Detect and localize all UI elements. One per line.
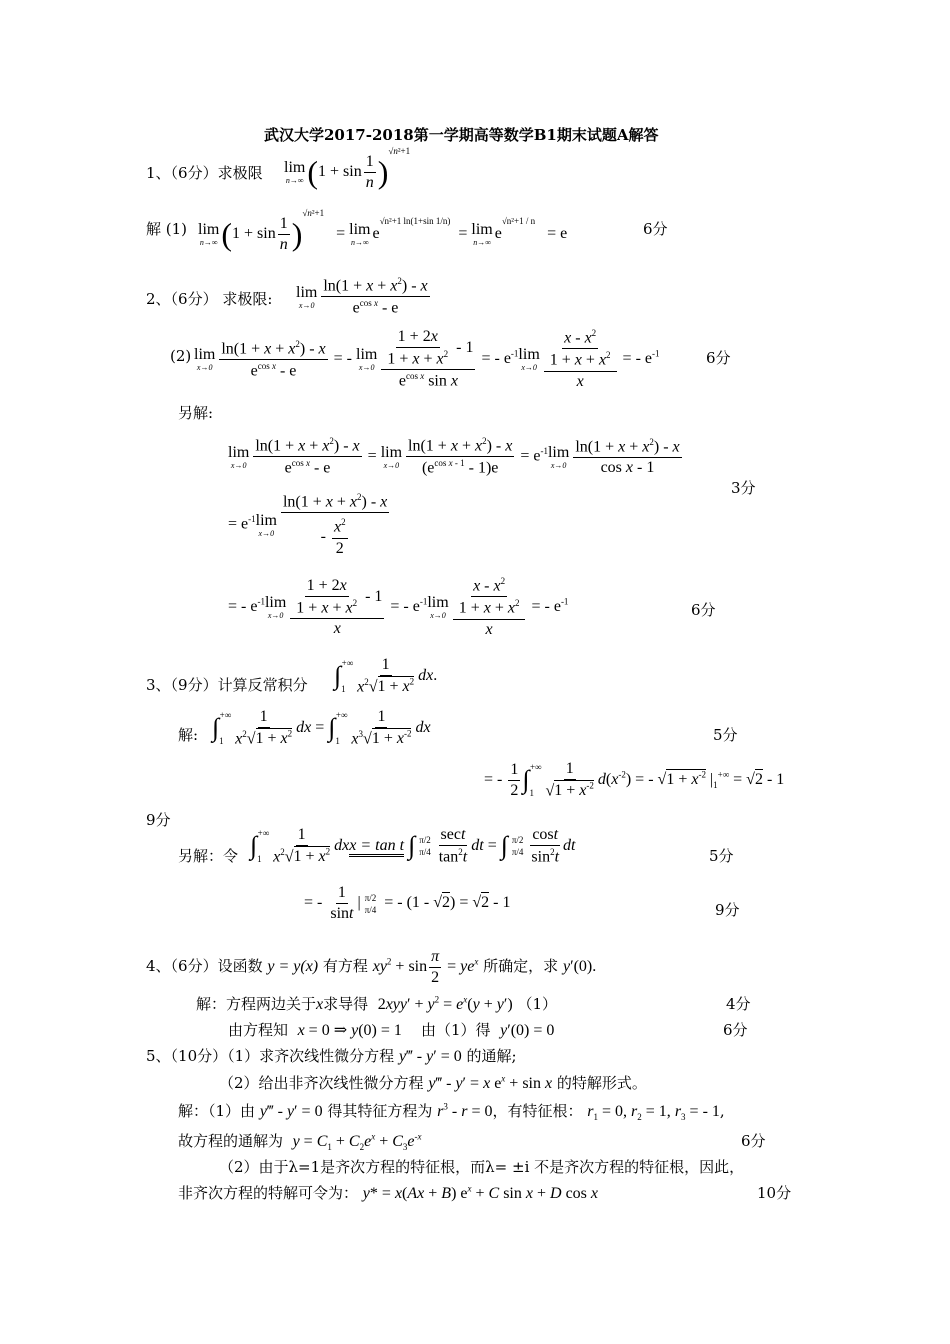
q4-line1-c: （1） xyxy=(517,995,558,1013)
q5-solution-line-1: 解：（1）由 y‴ - y′ = 0 得其特征方程为 $r^3 - r = 0$，有特征根： $r_1 = 0$, $r_2 = 1$, $r_3$ = - 1, xyxy=(178,1101,725,1123)
q5-sol1-b: 得其特征方程为 xyxy=(327,1102,433,1120)
q3-solution-label: 解: xyxy=(178,726,199,744)
q2-solution-label: (2) xyxy=(170,347,192,365)
q3-solution-line-2: = - $\frac{1}{2}$ $\int_1^{+\infty}$ $\frac{1}{√1 + x^{-2}}$ $d(x^{-2})$ = - $√1 + x^{-2}$ $|_1^{+\infty} = √2 - 1$ xyxy=(484,760,785,800)
q4-line1-a: 解：方程两边关于 xyxy=(196,995,317,1013)
q4-line1-b: 求导得 xyxy=(323,995,369,1013)
q5-solution-line-2: 故方程的通解为 $y = C_1 + C_2e^x + C_3e^{-x}$ xyxy=(178,1131,422,1153)
q5-part2-a: （2）给出非齐次线性微分方程 xyxy=(219,1074,424,1092)
q2-alt-line-1: lim x→0 $\frac{\ln(1 + x + x^2) - x}{e^{cos x} - e}$ = lim x→0 $\frac{\ln(1 + x + x^2) - x}{(e^{cos x - 1} - 1)e}$ = $e^{-1}$ lim x→0 $\frac{\ln(1 + x + x^2) - x}{\text{cos x - 1}}$ xyxy=(228,436,680,477)
q4-target: y′(0). xyxy=(562,958,597,976)
q1-expression: lim n→∞ (1 + sin $\frac{1}{n}$ )$^{√n^2+1}$ xyxy=(284,146,411,191)
q5-header-a: 5、（10分）（1）求齐次线性微分方程 xyxy=(146,1047,395,1065)
q2-alt-line-2: = $e^{-1}$ lim x→0 $\ln(1 + x + x^2) - x$ - $\frac{x^2}{2}$ xyxy=(228,492,388,557)
q5-sol4-a: 非齐次方程的特解可令为： xyxy=(178,1184,359,1202)
q4-header-c: 所确定，求 xyxy=(483,957,559,976)
q5-sol1-a: 解：（1）由 xyxy=(178,1102,256,1120)
q5-header-b: 的通解; xyxy=(466,1047,517,1065)
q1-solution-expression: lim n→∞ (1 + sin $\frac{1}{n}$ )$^{√n^2+1}$ = lim n→∞ $e^{√n^2+1 ln(1+sin 1/n)}$ = lim n→∞ $e^{√n^2+1 / n} = e$ xyxy=(198,208,568,253)
q1-solution-label: 解 (1) xyxy=(146,220,188,238)
q2-alt-line-3: = - $e^{-1}$ lim x→0 $\frac{1 + 2x}{1 + x + x^2}$ - 1 x = - $e^{-1}$ lim x→0 $\frac{\frac{x - x^2}{1 + x + x^2}}{x}$ = - $e^{-1}$ xyxy=(228,576,569,638)
q3-alt-label: 另解：令 xyxy=(178,847,239,865)
q4-score-1: 4分 xyxy=(726,995,751,1013)
q4-line2-b: 由（1）得 xyxy=(420,1021,491,1039)
q5-sol1-c: ，有特征根： xyxy=(492,1102,583,1120)
q4-header xyxy=(146,948,596,987)
q3-score-4: 9分 xyxy=(715,901,740,919)
q2-score-2: 3分 xyxy=(731,479,756,497)
q1-header: 1、（6分）求极限 xyxy=(146,164,263,182)
q2-solution-expression: lim x→0 $\frac{\ln(1 + x + x^2) - x}{e^{cos x} - e}$ = - lim x→0 $\frac{1 + 2x}{1 + x + x^2}$ - 1 $e^{cos x}$ sin x = - $e^{-1}$ lim x→0 $\frac{\frac{x - x^2}{1 + x + x^2}}{x}$ = - $e^{-1}$ xyxy=(194,328,660,390)
page-title: 武汉大学2017-2018第一学期高等数学B1期末试题A解答 xyxy=(264,126,659,144)
q3-alt-line-2: = - $\frac{1}{\sin t}$ | π/2 π/4 = - (1 - √2) = √2 - 1 xyxy=(304,884,511,922)
q4-equation: $xy^2 + \sin$ $\frac{\pi}{2}$ = $ye^x$ xyxy=(372,948,479,986)
q5-header: 5、（10分）（1）求齐次线性微分方程 y‴ - y′ = 0 的通解; xyxy=(146,1047,517,1065)
q5-part2-b: 的特解形式。 xyxy=(556,1074,647,1092)
q4-solution-line-2: 由方程知 x = 0 ⇒ y(0) = 1 由（1）得 y′(0) = 0 xyxy=(228,1021,555,1039)
q3-score-3: 5分 xyxy=(709,847,734,865)
q3-solution-line-1: $\int_1^{+\infty}$ $\frac{1}{x^2√1 + x^2}$ dx = $\int_1^{+\infty}$ $\frac{1}{x^3√1 + x^{-2}}$ dx xyxy=(212,708,431,748)
q2-score-3: 6分 xyxy=(691,601,716,619)
q4-score-2: 6分 xyxy=(723,1021,748,1039)
q2-expression: lim x→0 $\frac{\ln(1 + x + x^2) - x}{e^{cos x} - e}$ xyxy=(296,276,428,317)
q5-solution-line-4: 非齐次方程的特解可令为： y* = x(Ax + B) $e^x + C$ sin x + D cos x xyxy=(178,1183,599,1202)
q4-header-a: 4、（6分）设函数 xyxy=(146,957,263,976)
q2-header: 2、（6分） 求极限: xyxy=(146,290,273,308)
q3-alt-line-1: $\int_1^{+\infty}$ $\frac{1}{x^2√1 + x^2}$ dxx = tan t ∫ π/2 π/4 $\frac{\sec t}{\tan^2t}$ dt = ∫ π/2 π/4 $\frac{\cos t}{\sin^2t}$ dt xyxy=(250,826,576,866)
q4-line2-a: 由方程知 xyxy=(228,1021,289,1039)
q5-score-1: 6分 xyxy=(741,1132,766,1150)
q3-score-1: 5分 xyxy=(713,726,738,744)
q5-solution-line-3: （2）由于λ=1是齐次方程的特征根，而λ= ±i 不是齐次方程的特征根，因此， xyxy=(219,1158,745,1176)
q5-part-2: （2）给出非齐次线性微分方程 y‴ - y′ = x $e^x + \sin x$ 的特解形式。 xyxy=(219,1073,647,1092)
q4-solution-line-1: 解：方程两边关于x求导得 $2xyy' + y^2 = e^x(y + y')$ （1） xyxy=(196,994,558,1013)
q4-header-b: 有方程 xyxy=(322,957,368,976)
q4-function: y = y(x) xyxy=(267,958,319,976)
q2-score-1: 6分 xyxy=(706,349,731,367)
q5-sol2-a: 故方程的通解为 xyxy=(178,1132,284,1150)
q5-score-2: 10分 xyxy=(757,1184,792,1202)
q3-score-2: 9分 xyxy=(146,811,171,829)
q2-alt-label: 另解: xyxy=(178,404,214,422)
q1-score: 6分 xyxy=(643,220,668,238)
q3-header: 3、（9分）计算反常积分 xyxy=(146,676,308,694)
q3-expression: $\int_1^{+\infty}$ $\frac{1}{x^2√1 + x^2}$ dx. xyxy=(334,656,438,696)
